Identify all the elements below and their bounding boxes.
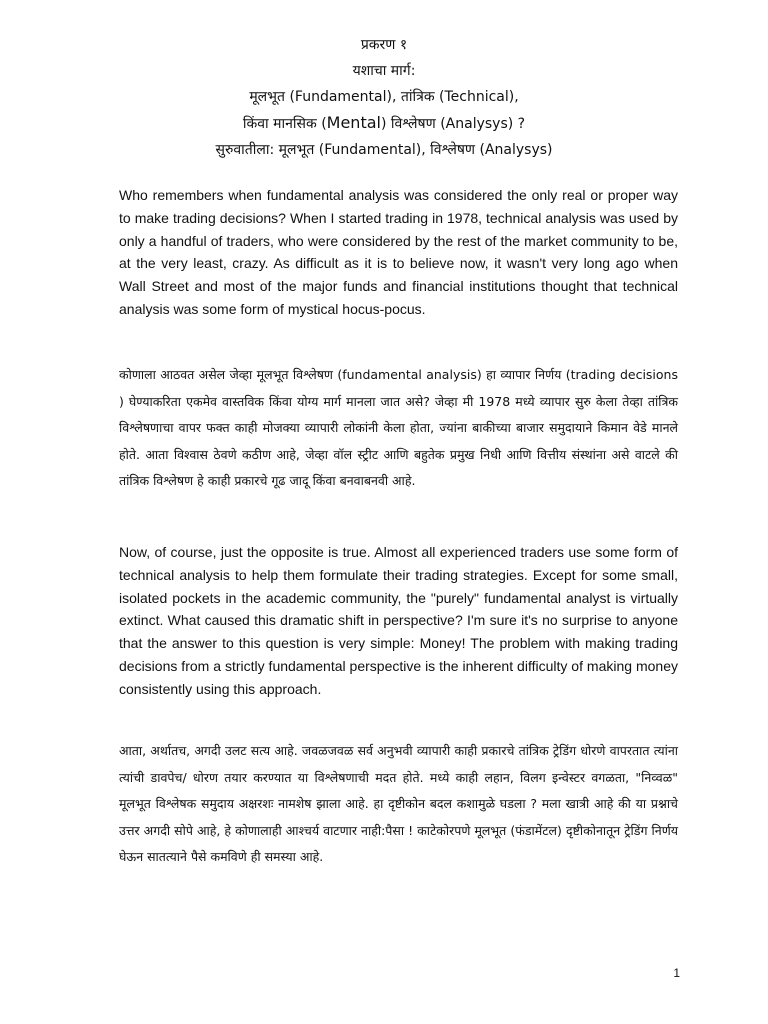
page-number: 1 [673,966,680,980]
section-title: सुरुवातीला: मूलभूत (Fundamental), विश्लेषण (Analysys) [215,142,553,158]
chapter-subtitle-line2 [110,110,658,137]
paragraph-marathi-2: आता, अर्थातच, अगदी उलट सत्य आहे. जवळजवळ सर्व अनुभवी व्यापारी काही प्रकारचे तांत्रिक ट्रेडिंग धोरणे वापरतात त्यांना त्यांची डावपेच/ धोरण तयार करण्यात या विश्लेषणाची मदत होते. मध्ये काही लहान, विलग इन्वेस्टर वगळता, "निव्वळ" मूलभूत विश्लेषक समुदाय अक्षरशः नामशेष झाला आहे. हा दृष्टीकोन बदल कशामुळे घडला ? मला खात्री आहे की या प्रश्नाचे उत्तर अगदी सोपे आहे, हे कोणालाही आश्चर्य वाटणार नाही:पैसा ! काटेकोरपणे मूलभूत (फंडामेंटल) दृष्टीकोनातून ट्रेडिंग निर्णय घेऊन सातत्याने पैसे कमविणे ही समस्या आहे. [119,743,678,864]
paragraph-english-1: Who remembers when fundamental analysis was considered the only real or proper way to make trading decisions? When I started trading in 1978, technical analysis was used by only a handful of traders, who were considered by the rest of the market community to be, at the very least, crazy. As difficult as it is to believe now, it wasn't very long ago when Wall Street and most of the major funds and financial institutions thought that technical analysis was some form of mystical hocus-pocus. [119,187,678,317]
chapter-title: यशाचा मार्ग: [352,63,416,79]
chapter-number: प्रकरण १ [360,37,408,53]
paragraph-english-2: Now, of course, just the opposite is true. Almost all experienced traders use some form of technical analysis to help them formulate their trading strategies. Except for some small, isolated pockets in the academic community, the "purely" fundamental analyst is virtually extinct. What caused this dramatic shift in perspective? I'm sure it's no surprise to anyone that the answer to this question is very simple: Money! The problem with making trading decisions from a strictly fundamental perspective is the inherent difficulty of making money consistently using this approach. [119,544,678,697]
paragraph-marathi-1: कोणाला आठवत असेल जेव्हा मूलभूत विश्लेषण (fundamental analysis) हा व्यापार निर्णय (trading decisions ) घेण्याकरिता एकमेव वास्तविक किंवा योग्य मार्ग मानला जात असे? जेव्हा मी 1978 मध्ये व्यापार सुरु केला तेव्हा तांत्रिक विश्लेषणाचा वापर फक्त काही मोजक्या व्यापारी लोकांनी केला होता, ज्यांना बाकीच्या बाजार समुदायाने किमान वेडे मानले होते. आता विश्वास ठेवणे कठीण आहे, जेव्हा वॉल स्ट्रीट आणि बहुतेक प्रमुख निधी आणि वित्तीय संस्थांना असे वाटले की तांत्रिक विश्लेषण हे काही प्रकारचे गूढ जादू किंवा बनवाबनवी आहे. [119,367,678,488]
chapter-subtitle-line1: मूलभूत (Fundamental), तांत्रिक (Technical), [249,89,519,105]
subtitle-line2-end: ) विश्लेषण (Analysys) ? [380,116,526,132]
subtitle-line2-start: किंवा मानसिक ( [242,116,327,132]
subtitle-mental-word: Mental [326,113,381,132]
chapter-heading [110,32,658,163]
